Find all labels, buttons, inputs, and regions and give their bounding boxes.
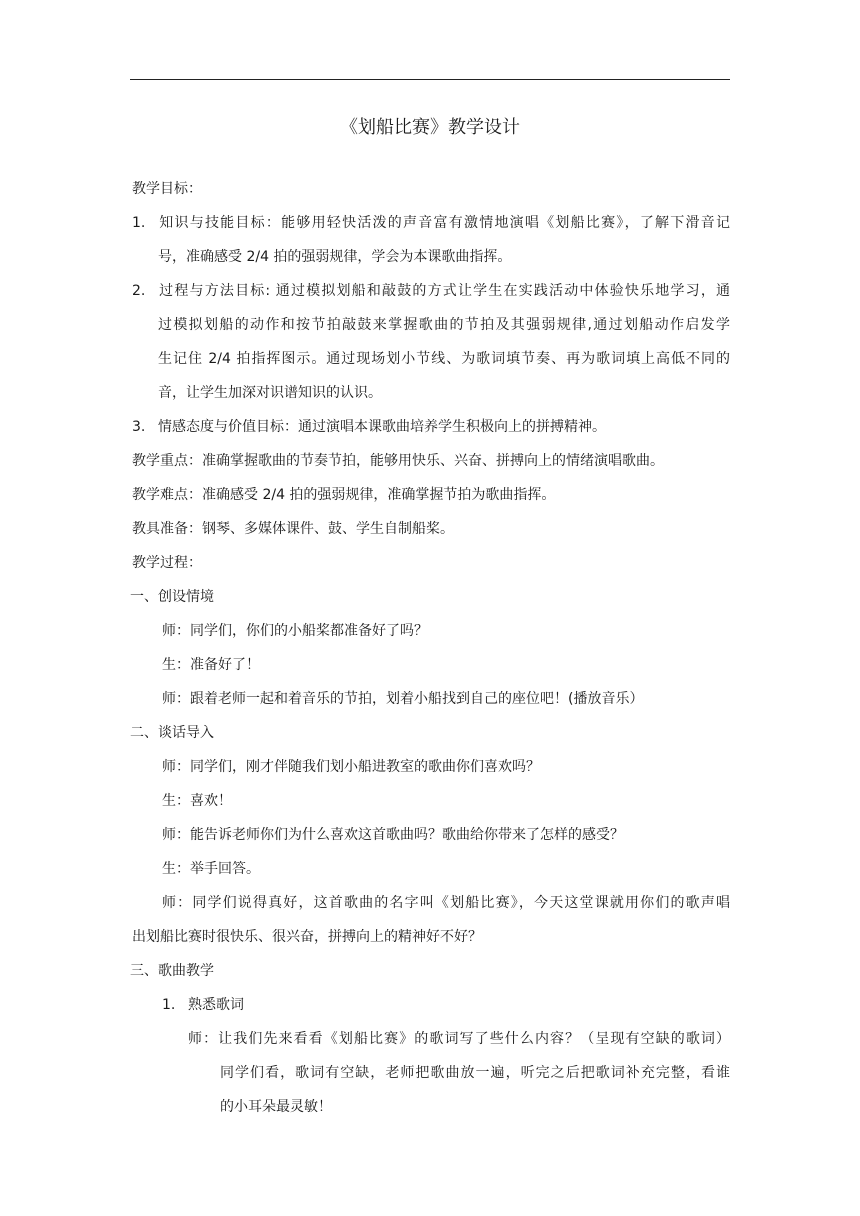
sub-item-heading: 熟悉歌词 (188, 997, 244, 1013)
paragraph-line: 的小耳朵最灵敏！ (220, 1099, 332, 1115)
objective-text: 生记住 2/4 拍指挥图示。通过现场划小节线、为歌词填节奏、再为歌词填上高低不同的 (158, 351, 730, 367)
objective-number: 1. (132, 215, 146, 231)
objective-text: 情感态度与价值目标：通过演唱本课歌曲培养学生积极向上的拼搏精神。 (158, 419, 606, 435)
document-title: 《划船比赛》教学设计 (340, 117, 520, 138)
dialogue-continuation: 出划船比赛时很快乐、很兴奋，拼搏向上的精神好不好？ (132, 929, 482, 945)
paragraph-line: 同学们看，歌词有空缺，老师把歌曲放一遍，听完之后把歌词补充完整，看谁 (220, 1065, 730, 1081)
sub-item-1 (132, 988, 730, 1022)
section-heading-2: 二、谈话导入 (130, 725, 214, 741)
section-heading-3: 三、歌曲教学 (130, 963, 214, 979)
difficulty: 教学难点：准确感受 2/4 拍的强弱规律，准确掌握节拍为歌曲指挥。 (132, 487, 556, 503)
dialogue-line: 师：同学们说得真好，这首歌曲的名字叫《划船比赛》，今天这堂课就用你们的歌声唱 (162, 895, 730, 911)
section-heading-1: 一、创设情境 (130, 589, 214, 605)
paragraph-first-line: 师：让我们先来看看《划船比赛》的歌词写了些什么内容？（呈现有空缺的歌词） (188, 1031, 730, 1047)
objective-number: 2. (132, 283, 146, 299)
objectives-heading: 教学目标： (132, 181, 202, 197)
process-heading: 教学过程： (132, 555, 202, 571)
objective-item-1 (132, 206, 730, 274)
dialogue-line: 生：准备好了！ (162, 657, 260, 673)
dialogue-line: 生：喜欢！ (162, 793, 232, 809)
objective-text: 过模拟划船的动作和按节拍敲鼓来掌握歌曲的节拍及其强弱规律,通过划船动作启发学 (158, 317, 730, 333)
dialogue-line: 师：同学们，你们的小船桨都准备好了吗？ (162, 623, 428, 639)
dialogue-line: 生：举手回答。 (162, 861, 260, 877)
objective-item-2 (132, 274, 730, 410)
preparation: 教具准备：钢琴、多媒体课件、鼓、学生自制船桨。 (132, 521, 454, 537)
objective-number: 3. (132, 419, 146, 435)
objective-item-3 (132, 410, 730, 444)
dialogue-line: 师：跟着老师一起和着音乐的节拍，划着小船找到自己的座位吧！(播放音乐） (162, 691, 644, 707)
dialogue-line: 师：能告诉老师你们为什么喜欢这首歌曲吗？歌曲给你带来了怎样的感受？ (162, 827, 624, 843)
objective-text: 音，让学生加深对识谱知识的认识。 (158, 385, 382, 401)
dialogue-line: 师：同学们，刚才伴随我们划小船进教室的歌曲你们喜欢吗？ (162, 759, 540, 775)
sub-item-number: 1. (162, 997, 176, 1013)
objective-text: 过程与方法目标: 通过模拟划船和敲鼓的方式让学生在实践活动中体验快乐地学习，通 (158, 283, 730, 299)
document-body (132, 172, 730, 1124)
header-rule (130, 79, 730, 80)
key-point: 教学重点：准确掌握歌曲的节奏节拍，能够用快乐、兴奋、拼搏向上的情绪演唱歌曲。 (132, 453, 664, 469)
objective-text: 知识与技能目标：能够用轻快活泼的声音富有激情地演唱《划船比赛》，了解下滑音记 (158, 215, 730, 231)
objective-text: 号，准确感受 2/4 拍的强弱规律，学会为本课歌曲指挥。 (158, 249, 512, 265)
